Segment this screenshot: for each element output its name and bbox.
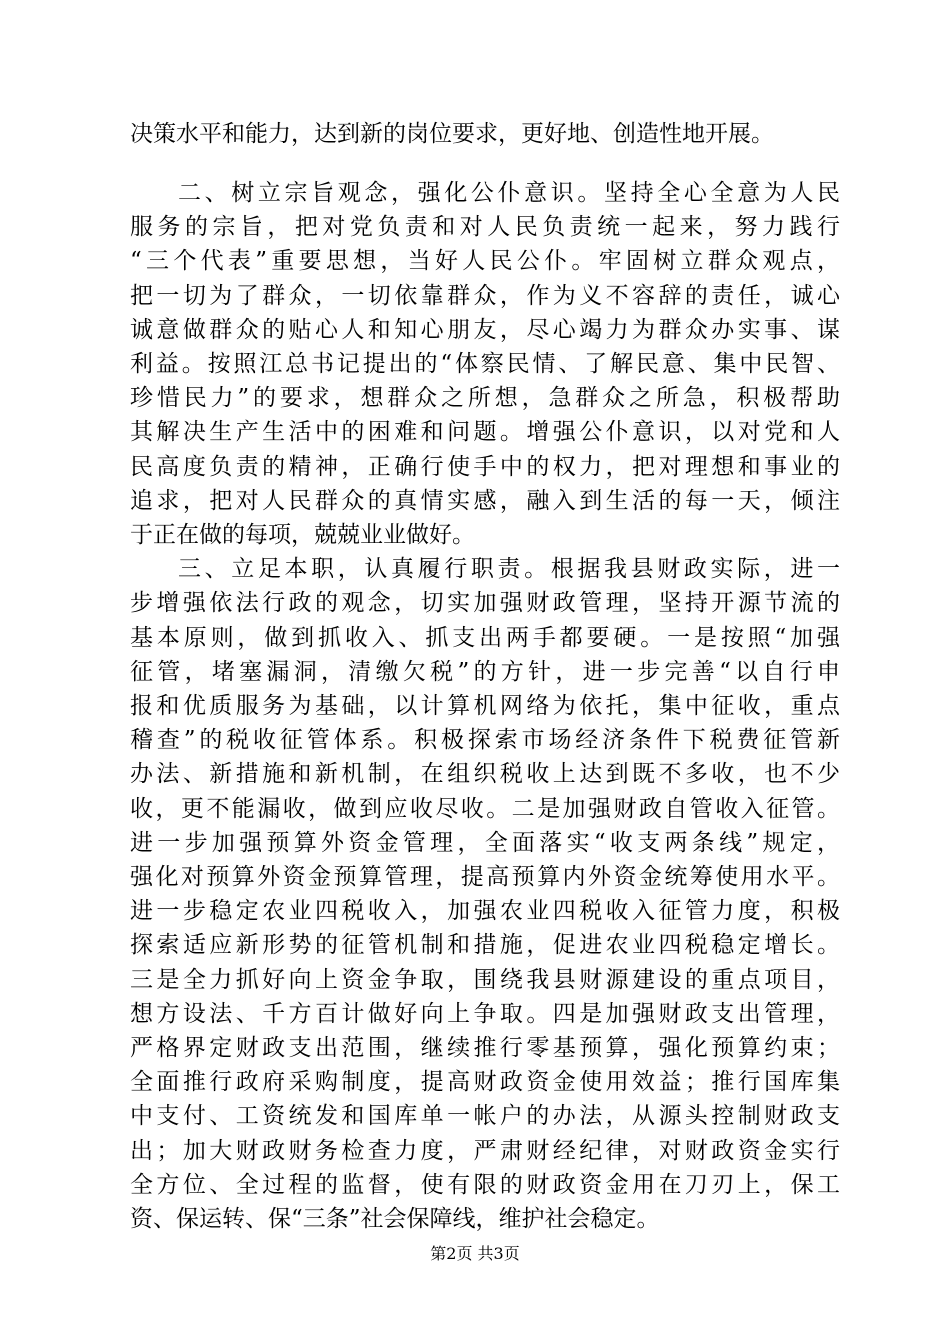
text-line: 追求，把对人民群众的真情实感，融入到生活的每一天，倾注 [130, 488, 840, 514]
text-line: 探索适应新形势的征管机制和措施，促进农业四税稳定增长。 [130, 932, 840, 958]
text-line: 中支付、工资统发和国库单一帐户的办法，从源头控制财政支 [130, 1103, 840, 1129]
text-line: 全方位、全过程的监督，使有限的财政资金用在刀刃上，保工 [130, 1172, 840, 1198]
text-line: 资、保运转、保“三条”社会保障线，维护社会稳定。 [130, 1206, 660, 1232]
text-line: “三个代表”重要思想，当好人民公仆。牢固树立群众观点， [130, 248, 840, 274]
text-line: 决策水平和能力，达到新的岗位要求，更好地、创造性地开展。 [130, 121, 774, 147]
text-line: 民高度负责的精神，正确行使手中的权力，把对理想和事业的 [130, 454, 840, 480]
text-line: 其解决生产生活中的困难和问题。增强公仆意识，以对党和人 [130, 419, 840, 445]
text-line: 强化对预算外资金预算管理，提高预算内外资金统筹使用水平。 [130, 864, 840, 890]
text-line: 于正在做的每项，兢兢业业做好。 [130, 522, 475, 548]
text-line: 诚意做群众的贴心人和知心朋友，尽心竭力为群众办实事、谋 [130, 317, 840, 343]
text-line: 进一步稳定农业四税收入，加强农业四税收入征管力度，积极 [130, 898, 840, 924]
paragraph-heading-line: 二、树立宗旨观念，强化公仆意识。坚持全心全意为人民 [178, 180, 840, 206]
text-line: 进一步加强预算外资金管理，全面落实“收支两条线”规定， [130, 830, 840, 856]
text-line: 出；加大财政财务检查力度，严肃财经纪律，对财政资金实行 [130, 1138, 840, 1164]
text-line: 稽查”的税收征管体系。积极探索市场经济条件下税费征管新 [130, 727, 840, 753]
page-footer: 第2页 共3页 [430, 1244, 520, 1263]
text-line: 收，更不能漏收，做到应收尽收。二是加强财政自管收入征管。 [130, 796, 840, 822]
text-line: 三是全力抓好向上资金争取，围绕我县财源建设的重点项目， [130, 967, 840, 993]
text-line: 全面推行政府采购制度，提高财政资金使用效益；推行国库集 [130, 1069, 840, 1095]
text-line: 服务的宗旨，把对党负责和对人民负责统一起来，努力践行 [130, 214, 840, 240]
text-line: 严格界定财政支出范围，继续推行零基预算，强化预算约束； [130, 1035, 840, 1061]
text-line: 办法、新措施和新机制，在组织税收上达到既不多收，也不少 [130, 761, 840, 787]
text-line: 想方设法、千方百计做好向上争取。四是加强财政支出管理， [130, 1001, 840, 1027]
text-line: 步增强依法行政的观念，切实加强财政管理，坚持开源节流的 [130, 590, 840, 616]
text-line: 把一切为了群众，一切依靠群众，作为义不容辞的责任，诚心 [130, 283, 840, 309]
text-line: 基本原则，做到抓收入、抓支出两手都要硬。一是按照“加强 [130, 625, 840, 651]
text-line: 征管，堵塞漏洞，清缴欠税”的方针，进一步完善“以自行申 [130, 659, 840, 685]
paragraph-heading-line: 三、立足本职，认真履行职责。根据我县财政实际，进一 [178, 556, 840, 582]
text-line: 利益。按照江总书记提出的“体察民情、了解民意、集中民智、 [130, 351, 840, 377]
text-line: 珍惜民力”的要求，想群众之所想，急群众之所急，积极帮助 [130, 385, 840, 411]
text-line: 报和优质服务为基础，以计算机网络为依托，集中征收，重点 [130, 693, 840, 719]
